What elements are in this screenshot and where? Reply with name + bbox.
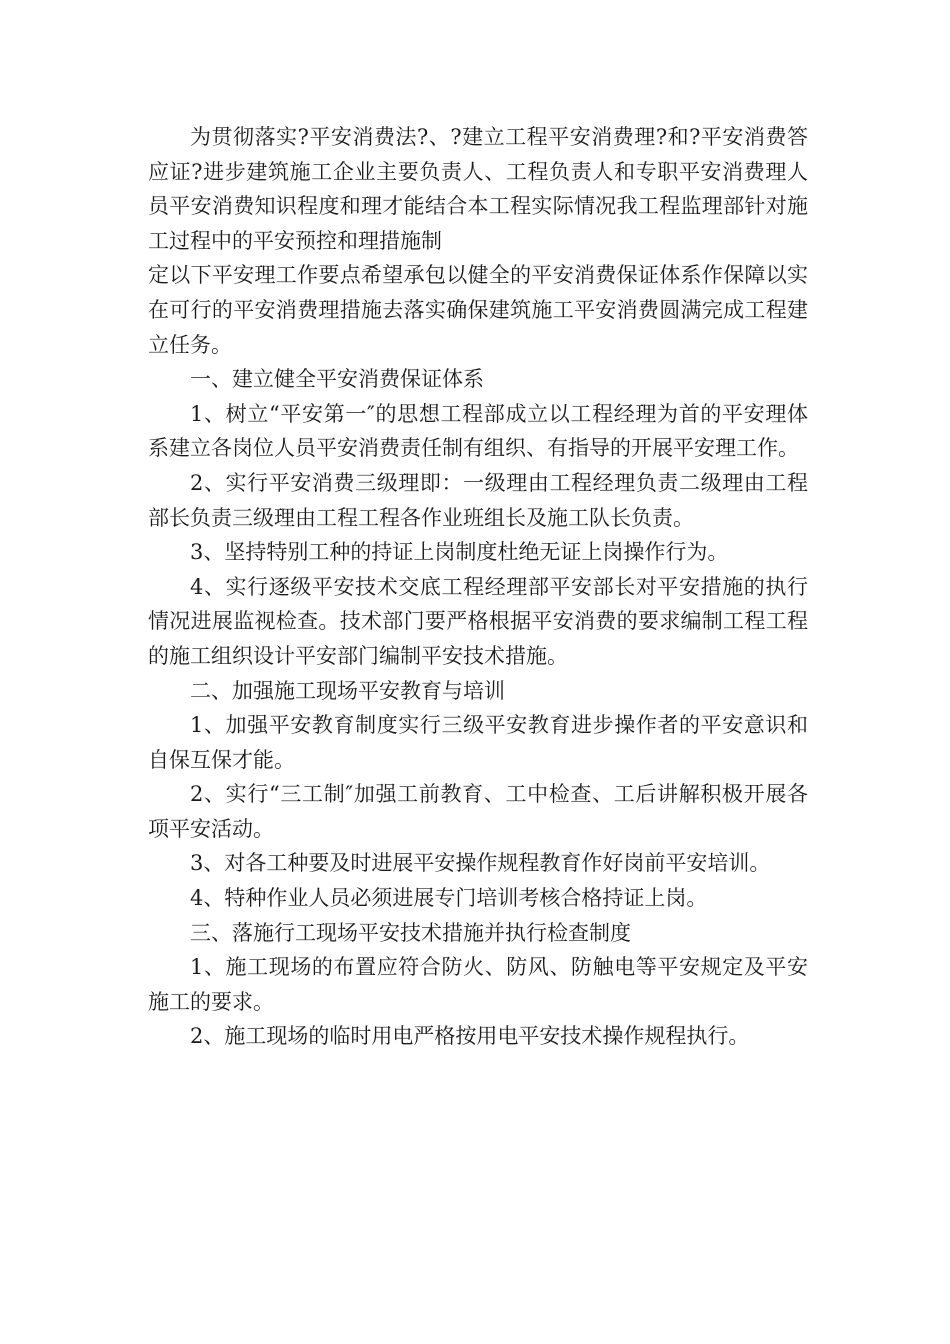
section-1-heading: 一、建立健全平安消费保证体系 [190,367,484,392]
section-3-item-1: 1、施工现场的布置应符合防火、防风、防触电等平安规定及平安施工的要求。 [148,955,808,1014]
section-1-item-2: 2、实行平安消费三级理即：一级理由工程经理负责二级理由工程部长负责三级理由工程工程各作业班组长及施工队长负责。 [148,470,808,530]
document-body [148,120,808,1054]
section-2-item-1: 1、加强平安教育制度实行三级平安教育进步操作者的平安意识和自保互保才能。 [148,713,808,772]
section-1-item-3: 3、坚持特别工种的持证上岗制度杜绝无证上岗操作行为。 [190,540,729,565]
section-2-heading: 二、加强施工现场平安教育与培训 [190,678,505,703]
section-3-heading: 三、落施行工现场平安技术措施并执行检查制度 [190,920,631,945]
section-1-item-1: 1、树立“平安第一″的思想工程部成立以工程经理为首的平安理体系建立各岗位人员平安消费责任制有组织、有指导的开展平安理工作。 [148,401,808,461]
intro-paragraph-part1: 为贯彻落实?平安消费法?、?建立工程平安消费理?和?平安消费答应证?进步建筑施工企业主要负责人、工程负责人和专职平安消费理人员平安消费知识程度和理才能结合本工程实际情况我工程监理部针对施工过程中的平安预控和理措施制 [148,125,808,253]
section-2-item-3: 3、对各工种要及时进展平安操作规程教育作好岗前平安培训。 [190,851,771,876]
section-1-item-4: 4、实行逐级平安技术交底工程经理部平安部长对平安措施的执行情况进展监视检查。技术部门要严格根据平安消费的要求编制工程工程的施工组织设计平安部门编制平安技术措施。 [148,574,808,668]
section-2-item-4: 4、特种作业人员必须进展专门培训考核合格持证上岗。 [190,886,708,911]
section-3-item-2: 2、施工现场的临时用电严格按用电平安技术操作规程执行。 [190,1024,750,1049]
section-2-item-2: 2、实行“三工制″加强工前教育、工中检查、工后讲解积极开展各项平安活动。 [148,782,808,841]
intro-paragraph-part2: 定以下平安理工作要点希望承包以健全的平安消费保证体系作保障以实在可行的平安消费理措施去落实确保建筑施工平安消费圆满完成工程建立任务。 [148,263,808,357]
